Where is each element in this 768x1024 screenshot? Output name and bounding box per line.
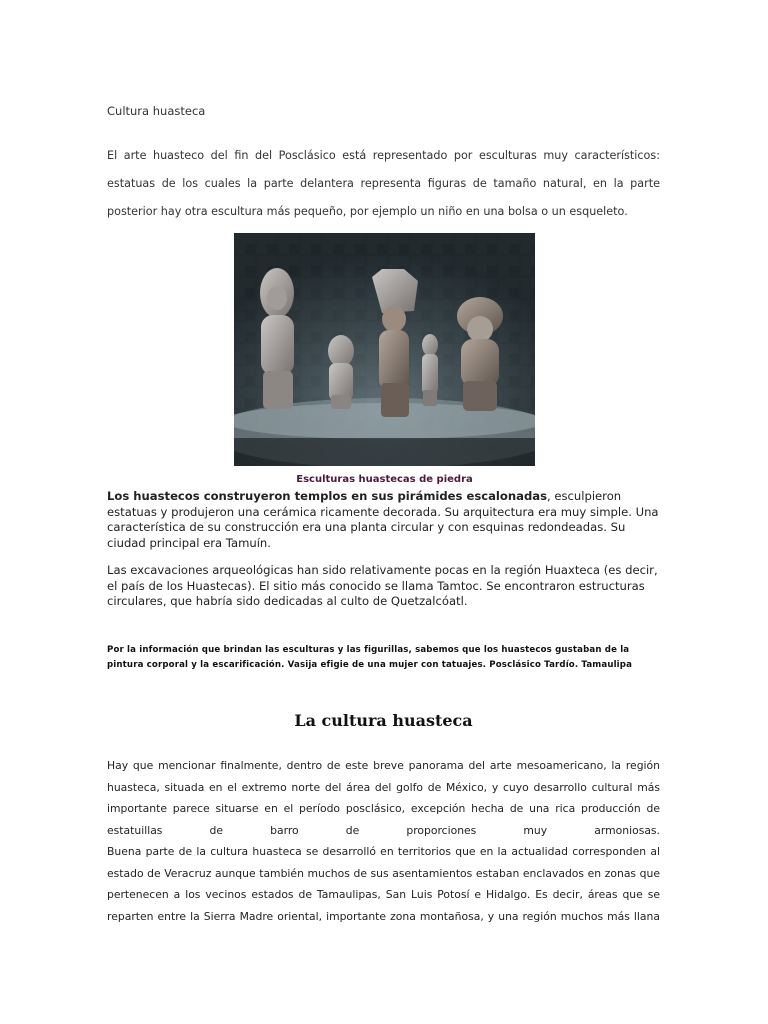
section-heading: Cultura huasteca	[107, 104, 206, 118]
text-line: reparten entre la Sierra Madre oriental, importante zona montañosa, y una región muchos más llana	[107, 909, 660, 923]
text-line: estado de Veracruz aunque también muchos de sus asentamientos estaban enclavados en zonas que	[107, 866, 660, 880]
sculptures-photo	[234, 233, 535, 466]
text-line: importante parece situarse en el período posclásico, excepción hecha de una rica producción de	[107, 802, 660, 815]
section-title: La cultura huasteca	[294, 711, 473, 730]
temples-paragraph-bold: Los huastecos construyeron templos en sus pirámides escalonadas	[107, 489, 547, 503]
temples-paragraph	[107, 489, 660, 551]
text-line: estatuas de los cuales la parte delantera representa figuras de tamaño natural, en la parte	[107, 177, 660, 190]
excavations-paragraph: Las excavaciones arqueológicas han sido relativamente pocas en la región Huaxteca (es decir, el país de los Huastecas). El sitio más conocido se llama Tamtoc. Se encontraron estructuras circulares, que habría sido dedicadas al culto de Quetzalcóatl.	[107, 563, 658, 608]
text-line: estatuillas de barro de proporciones muy armoniosas.	[107, 823, 660, 837]
intro-paragraph	[107, 142, 660, 226]
text-line: El arte huasteco del fin del Posclásico está representado por esculturas muy característicos:	[107, 149, 660, 162]
text-line: pertenecen a los vecinos estados de Tamaulipas, San Luis Potosí e Hidalgo. Es decir, áreas que se	[107, 888, 660, 901]
text-line: Buena parte de la cultura huasteca se desarrolló en territorios que en la actualidad corresponden al	[107, 845, 660, 858]
closing-paragraph	[107, 755, 660, 927]
text-line: Por la información que brindan las esculturas y las figurillas, sabemos que los huastecos gustaban de la	[107, 645, 630, 655]
text-line: huasteca, situada en el extremo norte del área del golfo de México, y cuyo desarrollo cultural más	[107, 780, 660, 794]
photo-caption: Esculturas huastecas de piedra	[296, 474, 473, 485]
sculptures-image	[234, 233, 535, 466]
text-line: Hay que mencionar finalmente, dentro de este breve panorama del arte mesoamericano, la región	[107, 759, 660, 772]
text-line: pintura corporal y la escarificación. Vasija efigie de una mujer con tatuajes. Posclásico Tardío. Tamaulipa	[107, 660, 633, 670]
text-line: posterior hay otra escultura más pequeño, por ejemplo un niño en una bolsa o un esqueleto.	[107, 205, 628, 218]
bold-note-paragraph	[107, 643, 660, 673]
temples-paragraph-rest: , esculpieron estatuas y produjeron una cerámica ricamente decorada. Su arquitectura era muy simple. Una característica de su construcción era una planta circular y con esquinas redondeadas. Su ciudad principal era Tamuín.	[107, 489, 659, 550]
